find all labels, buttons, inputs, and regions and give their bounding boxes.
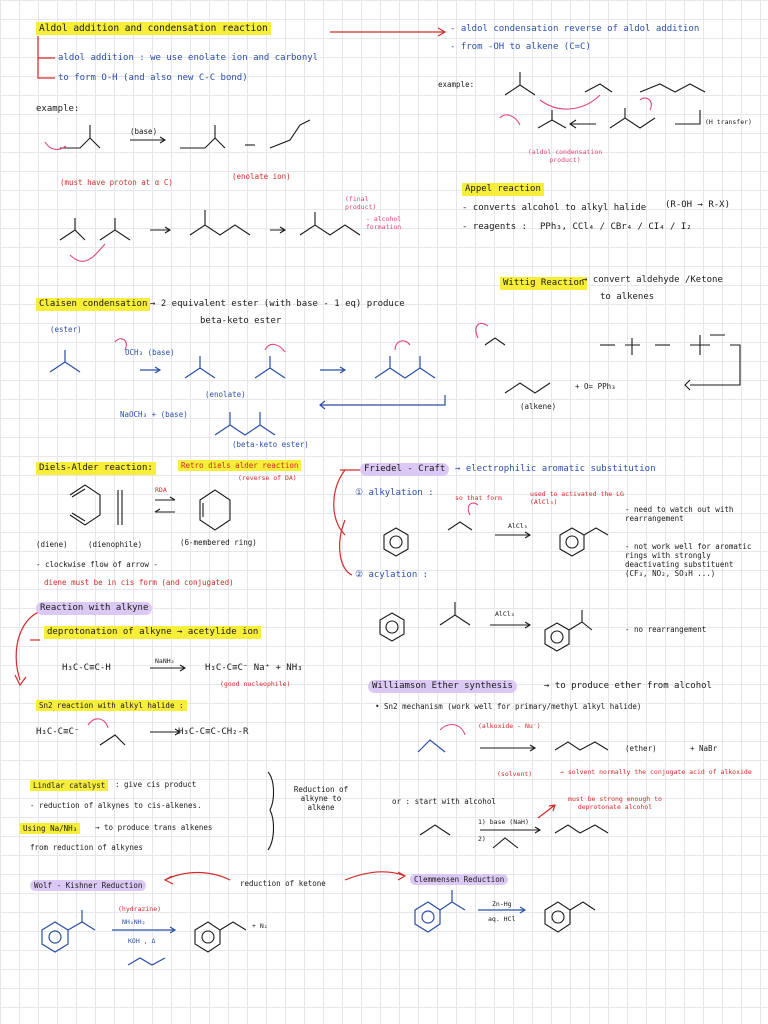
wolff-kishner-title: Wolf - Kishner Reduction	[30, 880, 146, 891]
retro-diels-alder-title: Retro diels alder reaction	[178, 460, 301, 471]
wolff-byproduct: + N₂	[252, 922, 268, 930]
appel-title: Appel reaction	[462, 183, 544, 196]
williamson-desc: → to produce ether from alcohol	[544, 681, 712, 691]
aldol-condensation-note2: - from -OH to alkene (C=C)	[450, 42, 591, 52]
aldol-form-note: to form O-H (and also new C-C bond)	[58, 73, 248, 83]
good-nucleophile-label: (good nucleophile)	[220, 680, 291, 688]
lindlar-note: - reduction of alkynes to cis-alkenes.	[30, 801, 202, 810]
friedel-note3: - no rearrangement	[625, 625, 707, 634]
alkylation-label: ① alkylation :	[355, 488, 434, 498]
nabr-label: + NaBr	[690, 744, 718, 753]
appel-line2: - reagents :	[462, 222, 528, 232]
acylation-catalyst: AlCl₃	[495, 610, 515, 618]
claisen-desc2: beta-keto ester	[200, 316, 282, 326]
friedel-craft-desc: → electrophilic aromatic substitution	[455, 464, 656, 474]
sn2-alkyne-label: Sn2 reaction with alkyl halide :	[36, 700, 187, 711]
na-nh3-desc: → to produce trans alkenes	[95, 823, 213, 832]
alkylation-catalyst: AlCl₃	[508, 522, 528, 530]
clemmensen-acid: aq. HCl	[488, 915, 516, 923]
aldol-enolate-label: (enolate ion)	[232, 172, 291, 181]
or-start-label: or : start with alcohol	[392, 797, 496, 806]
aldol-proton-note: (must have proton at α C)	[60, 178, 173, 187]
lindlar-label: Lindlar catalyst	[30, 780, 108, 791]
aldol-final-product-note: (final product)	[345, 195, 377, 211]
hydrazine-label: (hydrazine)	[118, 905, 162, 913]
rda-label: RDA	[155, 486, 167, 494]
base-note: must be strong enough to deprotonate alcohol	[568, 795, 662, 811]
dienophile-label: (dienophile)	[88, 540, 143, 549]
claisen-desc1: → 2 equivalent ester (with base - 1 eq) produce	[150, 299, 405, 309]
diene-label: (diene)	[36, 540, 68, 549]
aldol-alcohol-formation-note: - alcohol formation	[366, 215, 402, 231]
so-that-form-label: so that form	[455, 494, 502, 502]
wolff-conditions: KOH , Δ	[128, 937, 156, 945]
wolff-reagent: NH₂NH₂	[122, 918, 146, 926]
ring-label: (6-membered ring)	[180, 538, 257, 547]
aldol-h-transfer-label: (H transfer)	[705, 118, 752, 126]
claisen-title: Claisen condensation	[36, 298, 150, 311]
solvent-note: → solvent normally the conjugate acid of alkoxide	[560, 768, 752, 776]
aldol-base-label: (base)	[130, 127, 158, 136]
acylation-label: ② acylation :	[355, 570, 429, 580]
diels-alder-note1: - clockwise flow of arrow -	[36, 560, 158, 569]
activated-label: used to activated the LG (AlCl₃)	[530, 490, 624, 506]
williamson-mech: • Sn2 mechanism (work well for primary/methyl alkyl halide)	[375, 702, 642, 711]
williamson-step1: 1) base (NaH)	[478, 818, 529, 826]
claisen-ester-label: (ester)	[50, 325, 82, 334]
claisen-product-label: (beta-keto ester)	[232, 440, 309, 449]
alkyne-reaction2-right: H₃C-C≡C-CH₂-R	[178, 727, 249, 737]
diels-alder-title: Diels-Alder reaction:	[36, 462, 156, 475]
alkyne-title: Reaction with alkyne	[36, 602, 152, 615]
aldol-addition-note: aldol addition : we use enolate ion and carbonyl	[58, 53, 319, 63]
williamson-step2: 2)	[478, 835, 486, 843]
reduction-ketone-label: reduction of ketone	[240, 879, 326, 888]
friedel-note2: - not work well for aromatic rings with strongly deactivating substituent (CF₃, NO₂, SO₃H ...)	[625, 542, 752, 578]
wittig-title: Wittig Reaction	[500, 277, 587, 290]
solvent-label: (solvent)	[497, 770, 533, 778]
clemmensen-title: Clemmensen Reduction	[410, 874, 508, 885]
wittig-desc2: to alkenes	[600, 292, 655, 302]
aldol-condensation-note1: - aldol condensation reverse of aldol addition	[450, 24, 700, 34]
reduction-note: Reduction of alkyne to alkene	[293, 785, 349, 812]
aldol-title: Aldol addition and condensation reaction	[36, 22, 271, 35]
diels-alder-note2: diene must be in cis form (and conjugated)	[44, 578, 234, 587]
alkyne-deprotonation: deprotonation of alkyne → acetylide ion	[44, 626, 261, 639]
aldol-example-label: example:	[36, 104, 80, 114]
retro-diels-alder-sub: (reverse of DA)	[238, 474, 297, 482]
na-nh3-note: from reduction of alkynes	[30, 843, 143, 852]
alkyne-reaction1-left: H₃C-C≡C-H	[62, 663, 111, 673]
friedel-craft-title: Friedel - Craft	[360, 463, 449, 476]
alkoxide-label: (alkoxide - Nu⁻)	[478, 722, 541, 730]
appel-line1: - converts alcohol to alkyl halide	[462, 203, 647, 213]
lindlar-desc: : give cis product	[115, 780, 197, 789]
alkyne-reaction2-left: H₃C-C≡C⁻	[36, 727, 80, 737]
alkyne-reaction1-right: H₃C-C≡C⁻ Na⁺ + NH₃	[205, 663, 303, 673]
alkyne-reagent1: NaNH₂	[155, 657, 175, 665]
na-nh3-label: Using Na/NH₃	[20, 823, 80, 834]
claisen-naoch3-label: NaOCH₃ + (base)	[120, 410, 188, 419]
appel-reagents: PPh₃, CCl₄ / CBr₄ / CI₄ / I₂	[540, 222, 692, 232]
williamson-title: Williamson Ether synthesis	[368, 680, 517, 693]
friedel-note1: - need to watch out with rearrangement	[625, 505, 734, 523]
appel-formula: (R-OH → R-X)	[665, 200, 731, 210]
ether-label: (ether)	[625, 744, 657, 753]
aldol-right-example-label: example:	[438, 80, 475, 89]
claisen-enolate-label: (enolate)	[205, 390, 246, 399]
wittig-desc1: → convert aldehyde /Ketone	[582, 275, 723, 285]
clemmensen-reagent: Zn-Hg	[492, 900, 512, 908]
aldol-product-label: (aldol condensation product)	[527, 148, 603, 164]
wittig-alkene-label: (alkene)	[520, 402, 557, 411]
wittig-byproduct: + O= PPh₃	[575, 382, 616, 391]
claisen-base-label: OCH₃ (base)	[125, 348, 175, 357]
